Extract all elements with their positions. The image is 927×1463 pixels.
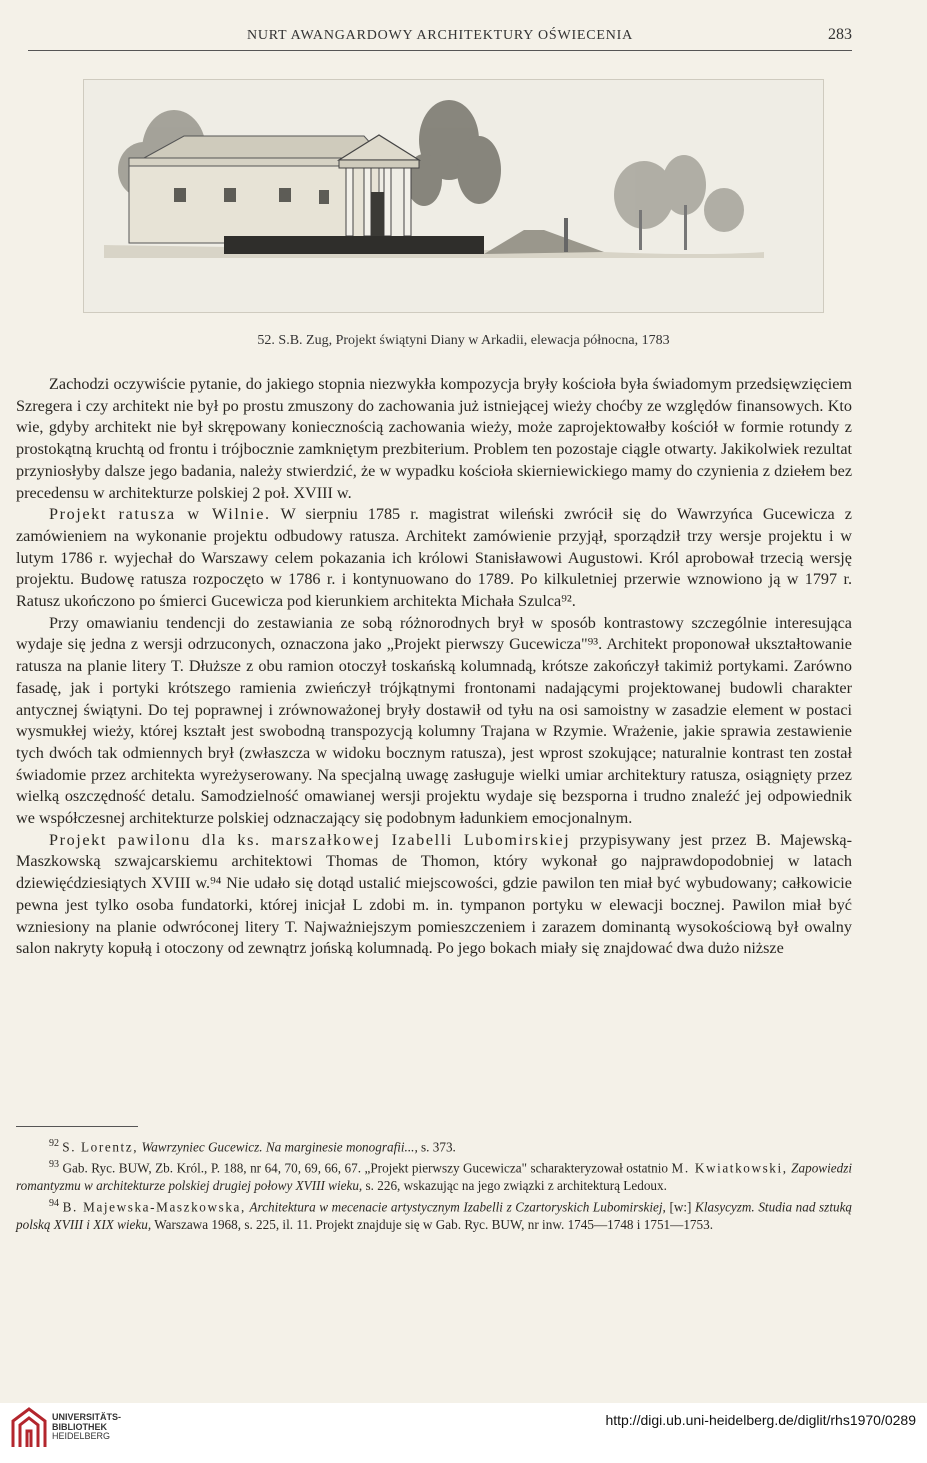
library-footer xyxy=(0,1403,927,1463)
footnote-title: Zapowiedzi romantyzmu w architekturze polskiej drugiej połowy XVIII wieku, xyxy=(16,1160,852,1193)
body-text xyxy=(16,374,852,960)
logo-line-2: BIBLIOTHEK xyxy=(52,1421,107,1432)
paragraph-1: Zachodzi oczywiście pytanie, do jakiego stopnia niezwykła kompozycja bryły kościoła była świadomym przedsięwzięciem Szregera i czy architekt nie był po prostu zmuszony do zachowania już istniejącej wieży choćby ze względów finansowych. Kto wie, gdyby architekt nie był skrępowany koniecznością zachowania wieży, może zaprojektowałby kościół w formie rotundy z prostokątną kruchtą od frontu i trójbocznie zamkniętym prezbiterium. Problem ten pozostaje ciągle otwarty. Jakikolwiek rezultat przyniosłyby dalsze jego badania, należy stwierdzić, że w wypadku kościoła skierniewickiego mamy do czynienia z dziełem bez precedensu w architekturze polskiej 2 poł. XVIII w. xyxy=(16,375,852,502)
library-logo-icon xyxy=(10,1407,48,1451)
footnote-mid: [w:] xyxy=(665,1198,696,1214)
footnote-rest: Warszawa 1968, s. 225, il. 11. Projekt znajduje się w Gab. Ryc. BUW, nr inw. 1745—1748 i 1751—1753. xyxy=(151,1216,714,1232)
temple-illustration xyxy=(84,80,823,312)
library-logo-text xyxy=(52,1413,121,1442)
footnote-92 xyxy=(16,1135,852,1156)
page-header xyxy=(28,26,852,51)
library-logo xyxy=(10,1407,48,1456)
footnote-title: Architektura w mecenacie artystycznym Izabelli z Czartoryskich Lubomirskiej, xyxy=(249,1198,666,1214)
footnote-divider xyxy=(16,1126,138,1127)
source-url-link[interactable]: http://digi.ub.uni-heidelberg.de/diglit/rhs1970/0289 xyxy=(605,1412,916,1428)
footnote-number: 94 xyxy=(49,1197,59,1209)
logo-line-3: HEIDELBERG xyxy=(52,1431,111,1441)
paragraph-pawilon-text: przypisywany jest przez B. Majewską-Maszkowską szwajcarskiemu architektowi Thomas de Thomon, który wykonał go najprawdopodobniej w latach dziewięćdziesiątych XVIII w.⁹⁴ Nie udało się dotąd ustalić miejscowości, gdzie pawilon ten miał być wybudowany; całkowicie pewna jest tylko osoba fundatorki, której inicjał L zdobi m. in. tympanon portyku w elewacji bocznej. Pawilon miał być wzniesiony na planie odwróconej litery T. Najważniejszym pomieszczeniem i zarazem dominantą wysokościową był owalny salon nakryty kopułą i otoczony od zewnątrz jońską kolumnadą. Po jego bokach miały się znajdować dwa dużo niższe xyxy=(16,830,853,958)
section-lead-pawilon: Projekt pawilonu dla ks. marszałkowej Izabelli Lubomirskiej xyxy=(49,830,571,849)
paragraph-ratusz-text: W sierpniu 1785 r. magistrat wileński zwrócił się do Wawrzyńca Gucewicza z zamówieniem na wykonanie projektu odbudowy ratusza. Architekt zamówienie przyjął, sporządził trzy wersje projektu i w lutym 1786 r. wyjechał do Warszawy celem pokazania ich królowi Stanisławowi Augustowi. Król aprobował trzecią wersję projektu. Budowę ratusza rozpoczęto w 1786 r. i kontynuowano do 1789. Po kilkuletniej przerwie wznowiono ją w 1797 r. Ratusz ukończono po śmierci Gucewicza pod kierunkiem architekta Michała Szulca⁹². xyxy=(16,505,852,611)
paragraph-3: Przy omawianiu tendencji do zestawiania ze sobą różnorodnych brył w sposób kontrastowy szczególnie interesująca wydaje się jedna z wersji odrzuconych, oznaczona jako „Projekt pierwszy Gucewicza"⁹³. Architekt proponował ukształtowanie ratusza na planie litery T. Dłuższe z obu ramion otoczył toskańską kolumnadą, krótsze zakończył takimiż portykami. Zarówno fasadę, jak i portyki krótszego ramienia zwieńczył trójkątnymi frontonami nadającymi projektowanej budowli charakter antycznej świątyni. Do tej poprawnej i zrównoważonej bryły dostawił od tyłu na osi samoistny w zasadzie element w postaci wysmukłej wieży, której kształt jest swobodną transpozycją kolumny Trajana w Rzymie. Wrażenie, jakie sprawia zestawienie tych dwóch tak odmiennych brył (zwłaszcza w widoku bocznym ratusza), jest wprost szokujące; naturalnie kontrast ten został świadomie przez architekta wyreżyserowany. Na specjalną uwagę zasługuje wielki umiar architektury ratusza, osiągnięty przez wielką oszczędność detalu. Samodzielność omawianej wersji projektu wydaje się bezsporna i trudno znaleźć jej odpowiednik we współczesnej architekturze polskiej odznaczający się podobnym ładunkiem emocjonalnym. xyxy=(16,613,852,828)
footnote-lead: Gab. Ryc. BUW, Zb. Król., P. 188, nr 64, 70, 69, 66, 67. „Projekt pierwszy Gucewicza" scharakteryzował ostatnio xyxy=(62,1160,672,1176)
page-number: 283 xyxy=(828,26,852,43)
footnote-title: Wawrzyniec Gucewicz. Na marginesie monografii..., xyxy=(141,1139,418,1155)
footnote-rest: s. 226, wskazując na jego związki z architekturą Ledoux. xyxy=(362,1177,667,1193)
footnote-number: 92 xyxy=(49,1138,59,1149)
footnote-rest: s. 373. xyxy=(417,1139,456,1155)
footnote-author: S. Lorentz, xyxy=(62,1139,139,1155)
figure-caption: 52. S.B. Zug, Projekt świątyni Diany w Arkadii, elewacja północna, 1783 xyxy=(257,333,670,348)
paragraph-ratusz xyxy=(16,504,852,613)
footnote-author: B. Majewska-Maszkowska, xyxy=(62,1198,246,1214)
footnote-93 xyxy=(16,1156,852,1195)
figure-temple-drawing xyxy=(83,79,824,313)
running-head: NURT AWANGARDOWY ARCHITEKTURY OŚWIECENIA xyxy=(246,28,634,43)
footnote-author: M. Kwiatkowski, xyxy=(671,1160,788,1176)
footnote-number: 93 xyxy=(49,1158,59,1170)
paragraph-pawilon xyxy=(16,830,852,960)
logo-line-1: UNIVERSITÄTS- xyxy=(52,1412,122,1422)
footnote-94 xyxy=(16,1195,852,1234)
footnote-title-2: Klasycyzm. Studia nad sztuką polską XVIII i XIX wieku, xyxy=(16,1198,853,1232)
section-lead-ratusz: Projekt ratusza w Wilnie. xyxy=(49,505,271,524)
footnotes xyxy=(16,1135,852,1233)
